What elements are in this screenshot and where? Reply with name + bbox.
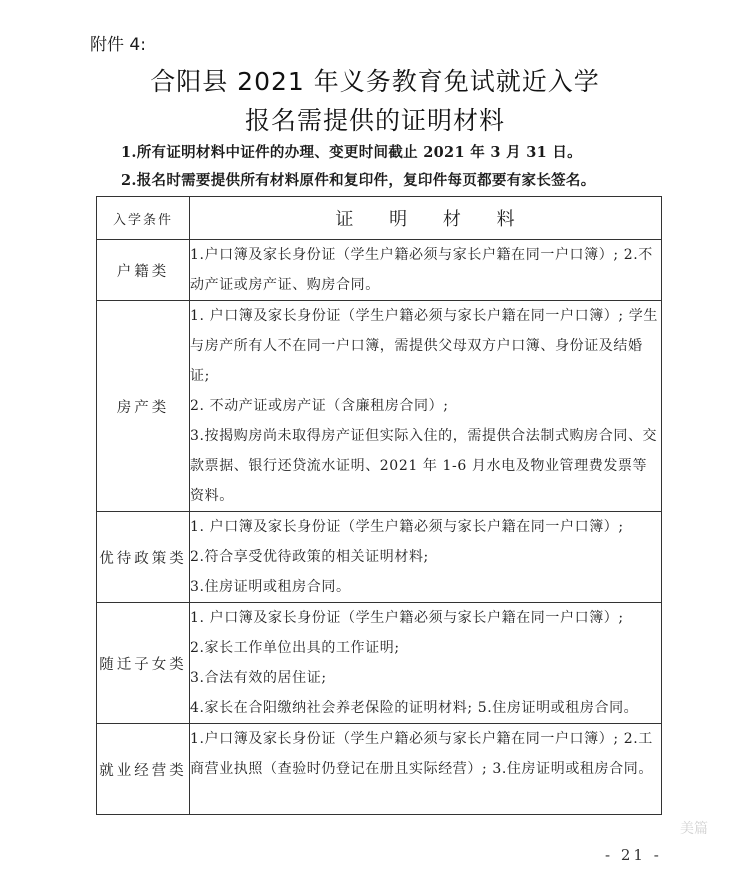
row-materials-preferential bbox=[190, 512, 662, 603]
table-row bbox=[97, 512, 662, 603]
material-line: 4.家长在合阳缴纳社会养老保险的证明材料; 5.住房证明或租房合同。 bbox=[190, 700, 639, 716]
row-condition-household: 户籍类 bbox=[97, 240, 190, 301]
table-row bbox=[97, 724, 662, 815]
material-line: 1. 户口簿及家长身份证（学生户籍必须与家长户籍在同一户口簿）; bbox=[190, 610, 624, 626]
note-2: 2.报名时需要提供所有材料原件和复印件，复印件每页都要有家长签名。 bbox=[121, 172, 596, 189]
row-condition-employment: 就业经营类 bbox=[97, 724, 190, 815]
material-line: 3.按揭购房尚未取得房产证但实际入住的，需提供合法制式购房合同、交款票据、银行还贷流水证明、2021 年 1-6 月水电及物业管理费发票等资料。 bbox=[190, 428, 658, 504]
header-condition: 入学条件 bbox=[97, 197, 190, 240]
table-row bbox=[97, 301, 662, 512]
material-line: 1.户口簿及家长身份证（学生户籍必须与家长户籍在同一户口簿）; 2.不动产证或房产证、购房合同。 bbox=[190, 247, 653, 293]
meipian-watermark: 美篇 bbox=[680, 821, 708, 837]
note-1: 1.所有证明材料中证件的办理、变更时间截止 2021 年 3 月 31 日。 bbox=[121, 144, 582, 161]
material-line: 3.合法有效的居住证; bbox=[190, 670, 327, 686]
material-line: 2.家长工作单位出具的工作证明; bbox=[190, 640, 400, 656]
table-row bbox=[97, 240, 662, 301]
row-materials-property bbox=[190, 301, 662, 512]
header-materials: 证 明 材 料 bbox=[190, 197, 662, 240]
row-materials-employment bbox=[190, 724, 662, 815]
material-line: 2. 不动产证或房产证（含廉租房合同）; bbox=[190, 398, 449, 414]
document-title-line1: 合阳县 2021 年义务教育免试就近入学 bbox=[150, 67, 600, 96]
materials-table bbox=[96, 196, 662, 815]
row-condition-migrant: 随迁子女类 bbox=[97, 603, 190, 724]
row-condition-property: 房产类 bbox=[97, 301, 190, 512]
material-line: 1. 户口簿及家长身份证（学生户籍必须与家长户籍在同一户口簿）; bbox=[190, 519, 624, 535]
row-materials-household bbox=[190, 240, 662, 301]
material-line: 2.符合享受优待政策的相关证明材料; bbox=[190, 549, 429, 565]
document-title-line2: 报名需提供的证明材料 bbox=[244, 106, 505, 135]
material-line: 1.户口簿及家长身份证（学生户籍必须与家长户籍在同一户口簿）; 2.工商营业执照（查验时仍登记在册且实际经营）; 3.住房证明或租房合同。 bbox=[190, 731, 653, 777]
table-header-row bbox=[97, 197, 662, 240]
material-line: 1. 户口簿及家长身份证（学生户籍必须与家长户籍在同一户口簿）; 学生与房产所有人不在同一户口簿，需提供父母双方户口簿、身份证及结婚证; bbox=[190, 308, 658, 384]
material-line: 3.住房证明或租房合同。 bbox=[190, 579, 351, 595]
row-materials-migrant bbox=[190, 603, 662, 724]
attachment-label: 附件 4: bbox=[90, 35, 146, 55]
table-row bbox=[97, 603, 662, 724]
page-number: - 21 - bbox=[605, 846, 662, 864]
row-condition-preferential: 优待政策类 bbox=[97, 512, 190, 603]
